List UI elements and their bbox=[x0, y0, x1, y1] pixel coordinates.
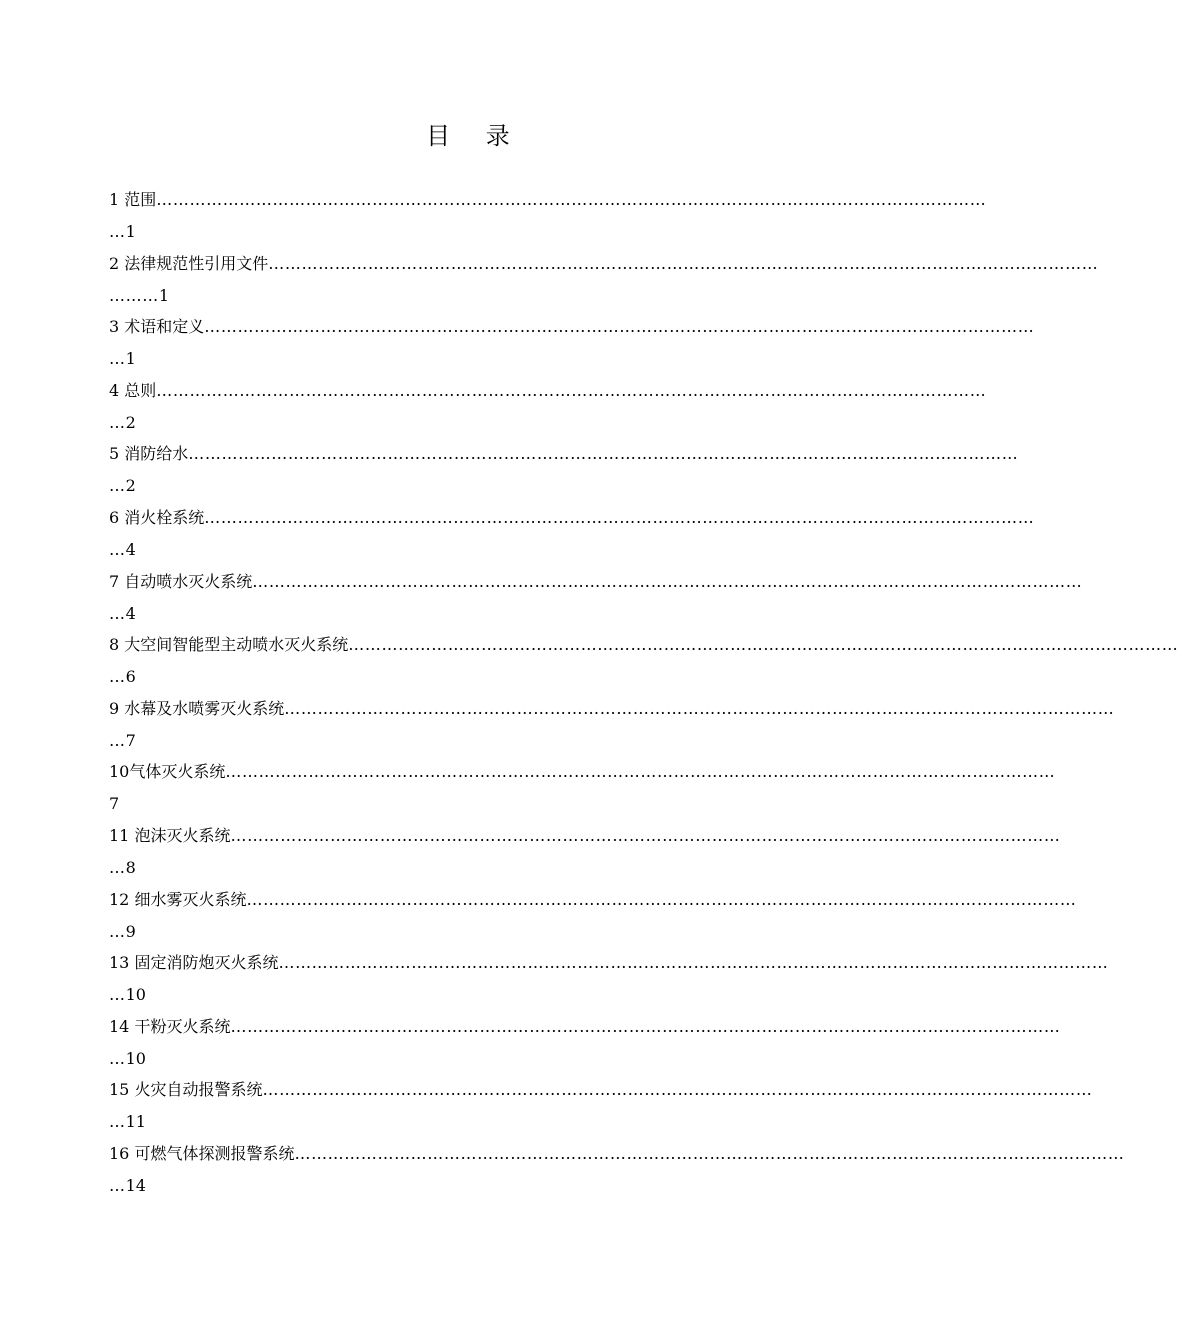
toc-entry-page: 7 bbox=[109, 794, 120, 814]
toc-dot-leader: …………………………………………………………………………………………………………………………………… bbox=[252, 571, 1083, 591]
toc-entry-number: 11 bbox=[109, 825, 130, 845]
toc-dot-leader: …………………………………………………………………………………………………………………………………… bbox=[246, 889, 1077, 909]
toc-entry[interactable] bbox=[109, 186, 987, 250]
toc-entry-page: 4 bbox=[125, 539, 136, 559]
toc-entry[interactable] bbox=[109, 695, 1115, 759]
toc-entry-label: 大空间智能型主动喷水灭火系统 bbox=[124, 635, 349, 655]
toc-entry-number: 2 bbox=[109, 253, 120, 273]
toc-entry[interactable] bbox=[109, 250, 1099, 314]
toc-entry[interactable] bbox=[109, 1140, 1125, 1204]
toc-dot-leader: …………………………………………………………………………………………………………………………………… bbox=[294, 1143, 1125, 1163]
toc-dot-leader: … bbox=[109, 349, 126, 369]
toc-dot-leader: …………………………………………………………………………………………………………………………………… bbox=[284, 698, 1115, 718]
toc-entry-number: 7 bbox=[109, 571, 120, 591]
toc-entry-number: 8 bbox=[109, 635, 120, 655]
toc-entry[interactable] bbox=[109, 313, 1035, 377]
toc-entry[interactable] bbox=[109, 886, 1077, 950]
toc-dot-leader: … bbox=[109, 667, 126, 687]
toc-entry-label: 水幕及水喷雾灭火系统 bbox=[124, 698, 285, 718]
toc-entry-page: 10 bbox=[125, 1048, 146, 1068]
toc-dot-leader: … bbox=[109, 730, 126, 750]
toc-entry-page: 1 bbox=[125, 349, 136, 369]
toc-dot-leader: … bbox=[109, 603, 126, 623]
toc-entry-page: 1 bbox=[125, 222, 136, 241]
toc-entry-label: 干粉灭火系统 bbox=[134, 1016, 231, 1036]
toc-dot-leader: ……… bbox=[109, 285, 159, 305]
toc-entry-label: 总则 bbox=[124, 380, 157, 400]
toc-entry-number: 15 bbox=[109, 1080, 130, 1100]
toc-dot-leader: …………………………………………………………………………………………………………………………………… bbox=[268, 253, 1099, 273]
toc-dot-leader: … bbox=[109, 985, 126, 1005]
toc-entry-page: 2 bbox=[125, 476, 136, 496]
toc-entry-number: 10 bbox=[109, 762, 130, 782]
toc-entry-label: 泡沫灭火系统 bbox=[134, 825, 231, 845]
toc-dot-leader: …………………………………………………………………………………………………………………………………… bbox=[156, 190, 987, 209]
toc-dot-leader: … bbox=[109, 222, 126, 241]
toc-entry-number: 9 bbox=[109, 698, 120, 718]
toc-entry-number: 6 bbox=[109, 507, 120, 527]
toc-entry[interactable] bbox=[109, 568, 1083, 632]
toc-entry[interactable] bbox=[109, 758, 1056, 822]
toc-dot-leader: … bbox=[109, 1048, 126, 1068]
toc-entry-number: 14 bbox=[109, 1016, 130, 1036]
toc-entry-label: 可燃气体探测报警系统 bbox=[134, 1143, 295, 1163]
toc-entry[interactable] bbox=[109, 949, 1109, 1013]
toc-dot-leader: …………………………………………………………………………………………………………………………………… bbox=[278, 953, 1109, 973]
toc-dot-leader: …………………………………………………………………………………………………………………………………… bbox=[156, 380, 987, 400]
toc-entry-page: 11 bbox=[125, 1112, 146, 1132]
toc-dot-leader: … bbox=[109, 857, 126, 877]
toc-entry-page: 9 bbox=[125, 921, 136, 941]
toc-entry[interactable] bbox=[109, 822, 1061, 886]
toc-entry-number: 4 bbox=[109, 380, 120, 400]
toc-dot-leader: … bbox=[109, 1175, 126, 1195]
toc-entry-label: 细水雾灭火系统 bbox=[134, 889, 247, 909]
toc-dot-leader: … bbox=[109, 476, 126, 496]
toc-entry-label: 法律规范性引用文件 bbox=[124, 253, 269, 273]
toc-entry-label: 术语和定义 bbox=[124, 317, 205, 337]
toc-dot-leader: … bbox=[109, 921, 126, 941]
toc-entry-page: 8 bbox=[125, 857, 136, 877]
toc-entry-label: 消火栓系统 bbox=[124, 507, 205, 527]
toc-entry-number: 16 bbox=[109, 1143, 130, 1163]
toc-title: 目 录 bbox=[426, 122, 524, 150]
toc-entry[interactable] bbox=[109, 1013, 1061, 1077]
toc-entry-label: 火灾自动报警系统 bbox=[134, 1080, 263, 1100]
toc-entry-page: 14 bbox=[125, 1175, 146, 1195]
toc-dot-leader: …………………………………………………………………………………………………………………………………… bbox=[204, 507, 1035, 527]
toc-dot-leader: …………………………………………………………………………………………………………………………………… bbox=[188, 444, 1019, 464]
toc-entry-page: 7 bbox=[125, 730, 136, 750]
toc-entry[interactable] bbox=[109, 377, 987, 441]
toc-entry-label: 气体灭火系统 bbox=[129, 762, 226, 782]
toc-entry-page: 10 bbox=[125, 985, 146, 1005]
toc-list bbox=[109, 186, 1178, 1204]
toc-dot-leader: … bbox=[109, 1112, 126, 1132]
toc-entry-number: 5 bbox=[109, 444, 120, 464]
toc-dot-leader: … bbox=[109, 539, 126, 559]
toc-entry[interactable] bbox=[109, 1076, 1093, 1140]
toc-entry[interactable] bbox=[109, 440, 1019, 504]
toc-entry[interactable] bbox=[109, 631, 1178, 695]
toc-entry-number: 13 bbox=[109, 953, 130, 973]
toc-entry-page: 1 bbox=[158, 285, 169, 305]
toc-dot-leader: … bbox=[109, 412, 126, 432]
toc-dot-leader: …………………………………………………………………………………………………………………………………… bbox=[262, 1080, 1093, 1100]
toc-entry[interactable] bbox=[109, 504, 1035, 568]
toc-entry-label: 自动喷水灭火系统 bbox=[124, 571, 253, 591]
toc-entry-label: 固定消防炮灭火系统 bbox=[134, 953, 279, 973]
toc-entry-label: 消防给水 bbox=[124, 444, 189, 464]
toc-dot-leader: …………………………………………………………………………………………………………………………………… bbox=[225, 762, 1056, 782]
toc-entry-page: 4 bbox=[125, 603, 136, 623]
toc-entry-number: 1 bbox=[109, 190, 120, 209]
toc-dot-leader: …………………………………………………………………………………………………………………………………… bbox=[230, 825, 1061, 845]
toc-entry-page: 2 bbox=[125, 412, 136, 432]
toc-entry-page: 6 bbox=[125, 667, 136, 687]
toc-dot-leader: …………………………………………………………………………………………………………………………………… bbox=[230, 1016, 1061, 1036]
toc-entry-label: 范围 bbox=[124, 190, 157, 209]
toc-entry-number: 3 bbox=[109, 317, 120, 337]
toc-dot-leader: …………………………………………………………………………………………………………………………………… bbox=[204, 317, 1035, 337]
toc-dot-leader: …………………………………………………………………………………………………………………………………… bbox=[348, 635, 1178, 655]
toc-entry-number: 12 bbox=[109, 889, 130, 909]
